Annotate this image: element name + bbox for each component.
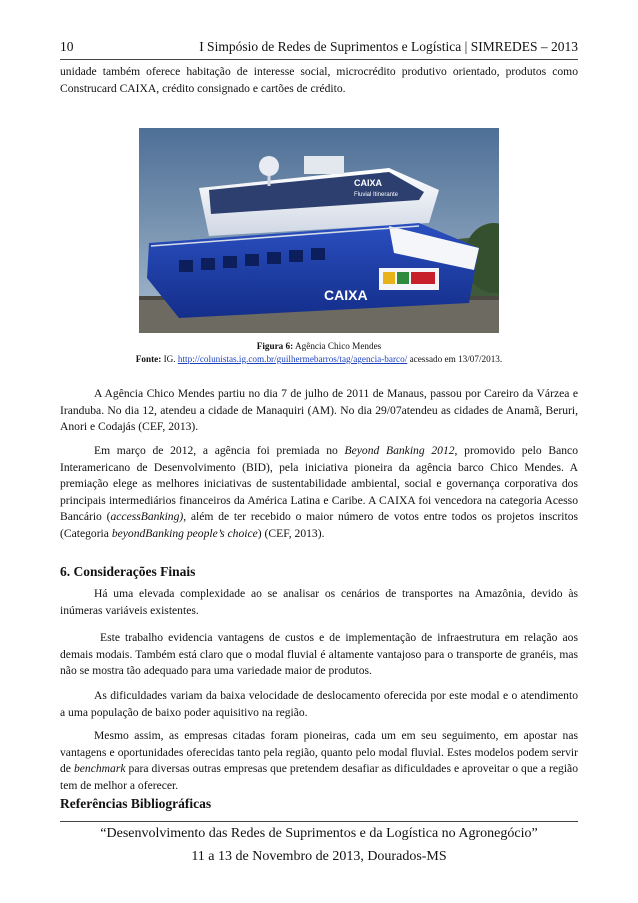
figure-source-prefix: IG.	[163, 354, 176, 364]
section-6-paragraph-2: Este trabalho evidencia vantagens de custos e de implementação de infraestrutura em relação aos demais modais. Também está claro que o modal fluvial é altamente vantajoso para o transporte de granéis, mas não se mostra tão adequado para uma variedade maior de produtos.	[60, 631, 578, 677]
header-title: I Simpósio de Redes de Suprimentos e Logística | SIMREDES – 2013	[199, 39, 578, 54]
page-header	[60, 38, 578, 56]
body-paragraph-1: A Agência Chico Mendes partiu no dia 7 de julho de 2011 de Manaus, passou por Careiro da Várzea e Iranduba. No dia 12, atendeu a cidade de Manaquiri (AM). No dia 29/07atendeu as cidades de Anamã, Beruri, Anori e Codajás (CEF, 2013).	[60, 387, 578, 433]
references-heading: Referências Bibliográficas	[60, 796, 212, 811]
p2-text-c: , promovido pelo Banco Interamericano de Desenvolvimento (BID), pela iniciativa pioneira da agência barco Chico Mendes. A premiação elege as melhores iniciativas de sustentabilidade ambiental, social e governança corporativa dos principais intermediários financeiros da América Latina e Caribe. A CAIXA foi vencedora na categoria Acesso Bancário (	[60, 444, 579, 523]
p2-italic-d: accessBanking)	[110, 510, 184, 523]
p2-italic-b: Beyond Banking 2012	[344, 444, 455, 457]
figure-source	[60, 353, 578, 365]
page-number: 10	[60, 39, 74, 54]
figure-source-label: Fonte:	[135, 354, 162, 364]
body-paragraph-2	[60, 443, 578, 542]
figure-source-suffix: acessado em 13/07/2013.	[409, 354, 503, 364]
deck-subtitle: Fluvial Itinerante	[354, 192, 399, 198]
footer-rule	[60, 821, 578, 822]
boat-illustration	[139, 128, 499, 333]
p2-text-e: , além de ter recebido o maior número de votos entre todos os projetos inscritos (Categoria	[60, 510, 579, 540]
section-6-paragraph-4	[60, 728, 578, 794]
document-page	[60, 0, 578, 903]
footer-event-date: 11 a 13 de Novembro de 2013, Dourados-MS	[191, 849, 447, 864]
figure-caption	[60, 340, 578, 352]
section-6-paragraph-3: As dificuldades variam da baixa velocidade de deslocamento oferecida por este modal e o atendimento a uma população de baixo poder aquisitivo na região.	[60, 689, 578, 719]
footer-event-title: “Desenvolvimento das Redes de Suprimentos e da Logística no Agronegócio”	[100, 826, 538, 841]
p2-text-g: ) (CEF, 2013).	[257, 526, 325, 540]
header-rule	[60, 59, 578, 60]
intro-paragraph: unidade também oferece habitação de interesse social, microcrédito produtivo orientado, produtos como Construcard CAIXA, crédito consignado e cartões de crédito.	[60, 65, 578, 95]
deck-brand: CAIXA	[354, 178, 383, 188]
p2-text-a: Em março de 2012, a agência foi premiada no	[94, 444, 345, 457]
p4-text-c: para diversas outras empresas que pretendem desafiar as dificuldades e aproveitar o que a região tem de melhor a oferecer.	[60, 762, 578, 792]
p4-text-a: Mesmo assim, as empresas citadas foram pioneiras, cada um em seu seguimento, em apostar nas vantagens e oportunidades oferecidas tanto pela região, quanto pelo modal fluvial. Estes modelos podem servir de	[60, 729, 578, 775]
p2-italic-f: beyondBanking people’s choice	[111, 526, 258, 540]
figure-caption-text: Agência Chico Mendes	[295, 341, 382, 351]
figure-source-link[interactable]: http://colunistas.ig.com.br/guilhermebarros/tag/agencia-barco/	[177, 354, 408, 364]
hull-brand: CAIXA	[324, 287, 368, 303]
section-6-paragraph-1: Há uma elevada complexidade ao se analisar os cenários de transportes na Amazônia, devido às inúmeras variáveis existentes.	[60, 587, 578, 617]
boat-photo	[139, 128, 499, 333]
p4-italic-b: benchmark	[73, 762, 126, 775]
figure-caption-label: Figura 6:	[256, 341, 294, 351]
section-6-heading: 6. Considerações Finais	[60, 564, 196, 579]
